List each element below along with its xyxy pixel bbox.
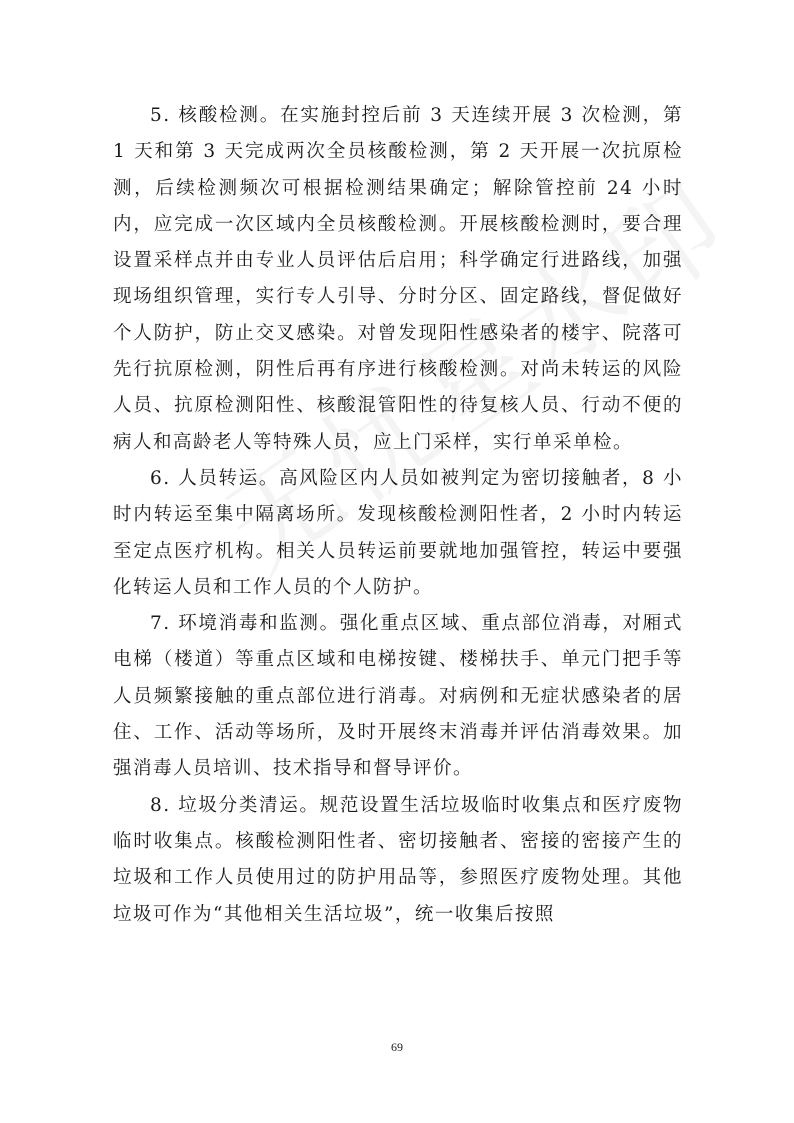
- paragraph-garbage-sorting: 8. 垃圾分类清运。规范设置生活垃圾临时收集点和医疗废物临时收集点。核酸检测阳性者、密切接触者、密接的密接产生的垃圾和工作人员使用过的防护用品等，参照医疗废物处理。其他垃圾可作为“其他相关生活垃圾”，统一收集后按照: [113, 794, 683, 925]
- page-number: 69: [391, 1040, 403, 1054]
- paragraph-nucleic-acid-testing: 5. 核酸检测。在实施封控后前 3 天连续开展 3 次检测，第 1 天和第 3 天完成两次全员核酸检测，第 2 天开展一次抗原检测，后续检测频次可根据检测结果确定；解除管控前 24 小时内，应完成一次区域内全员核酸检测。开展核酸检测时，要合理设置采样点并由专业人员评估后启用；科学确定行进路线，加强现场组织管理，实行专人引导、分时分区、固定路线，督促做好个人防护，防止交叉感染。对曾发现阳性感染者的楼宇、院落可先行抗原检测，阴性后再有序进行核酸检测。对尚未转运的风险人员、抗原检测阳性、核酸混管阳性的待复核人员、行动不便的病人和高龄老人等特殊人员，应上门采样，实行单采单检。: [113, 105, 683, 453]
- paragraph-personnel-transfer: 6. 人员转运。高风险区内人员如被判定为密切接触者，8 小时内转运至集中隔离场所。发现核酸检测阳性者，2 小时内转运至定点医疗机构。相关人员转运前要就地加强管控，转运中要强化转运人员和工作人员的个人防护。: [113, 467, 683, 598]
- body-text: [113, 98, 683, 933]
- paragraph-environmental-disinfection: 7. 环境消毒和监测。强化重点区域、重点部位消毒，对厢式电梯（楼道）等重点区域和电梯按键、楼梯扶手、单元门把手等人员频繁接触的重点部位进行消毒。对病例和无症状感染者的居住、工作、活动等场所，及时开展终末消毒并评估消毒效果。加强消毒人员培训、技术指导和督导评价。: [113, 613, 683, 780]
